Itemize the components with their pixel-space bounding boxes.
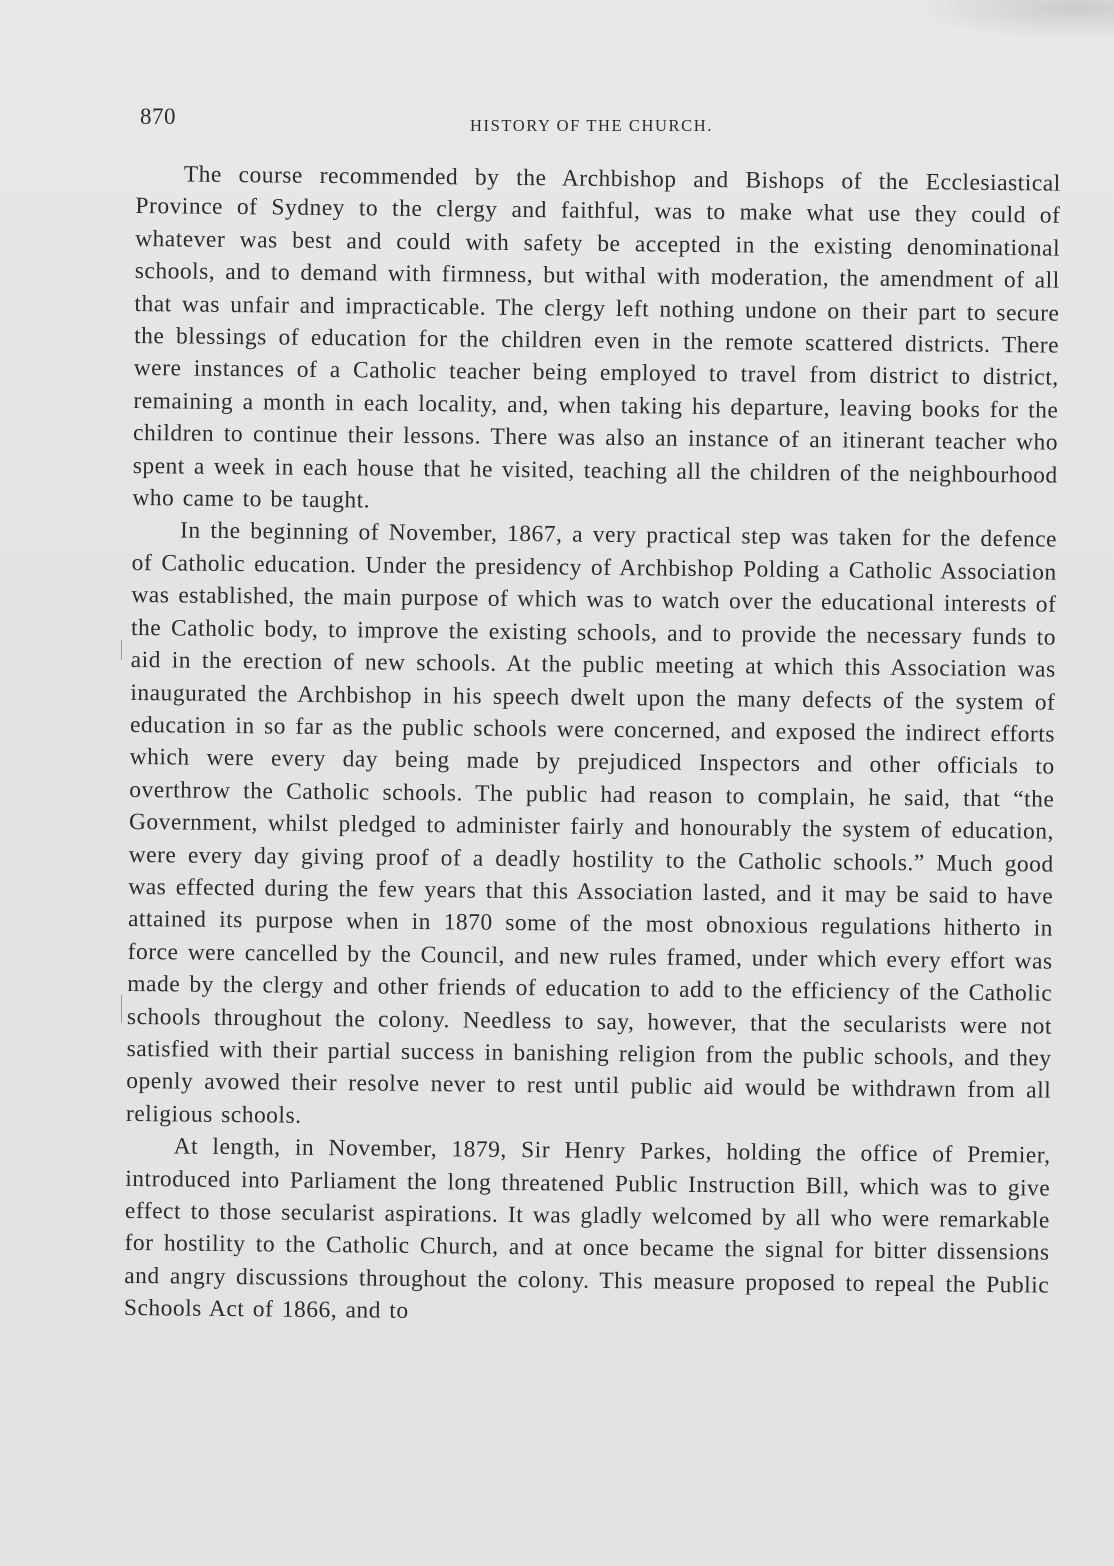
margin-mark — [121, 995, 122, 1023]
page-number: 870 — [140, 104, 176, 129]
running-title: HISTORY OF THE CHURCH. — [470, 116, 714, 135]
paragraph: At length, in November, 1879, Sir Henry Parkes, holding the office of Premier, introduced into Parliament the long threatened Public Instruction Bill, which was to give effect to those secularist aspirations. It was gladly welcomed by all who were remarkable for hostility to the Catholic Church, and at once became the signal for bitter dissensions and angry discussions throughout the colony. This measure proposed to repeal the Public Schools Act of 1866, and to — [123, 1133, 1051, 1325]
paragraph: In the beginning of November, 1867, a very practical step was taken for the defence of Catholic education. Under the presidency of Archbishop Polding a Catholic Association was established, the main purpose of which was to watch over the educational interests of the Catholic body, to improve the existing schools, and to provide the necessary funds to aid in the erection of new schools. At the public meeting at which this Association was inaugurated the Archbishop in his speech dwelt upon the many defects of the system of education in so far as the public schools were concerned, and exposed the indirect efforts which were every day being made by prejudiced Inspectors and other officials to overthrow the Catholic schools. The public had reason to complain, he said, that “the Government, whilst pledged to administer fairly and honourably the system of education, were every day giving proof of a deadly hostility to the Catholic schools.” Much good was effected during the few years that this Association lasted, and it may be said to have attained its purpose when in 1870 some of the most obnoxious regulations hitherto in force were cancelled by the Council, and new rules framed, under which every effort was made by the clergy and other friends of education to add to the efficiency of the Catholic schools throughout the colony. Needless to say, however, that the secularists were not satisfied with their partial success in banishing religion from the public schools, and they openly avowed their resolve never to rest until public aid would be withdrawn from all religious schools. — [125, 517, 1058, 1129]
paragraph: The course recommended by the Archbishop and Bishops of the Ecclesiastical Province of Sydney to the clergy and faithful, was to make what use they could of whatever was best and could with safety be accepted in the existing denominational schools, and to demand with firmness, but withal with moderation, the amendment of all that was unfair and impracticable. The clergy left nothing undone on their part to secure the blessings of education for the children even in the remote scattered districts. There were instances of a Catholic teacher being employed to travel from district to district, remaining a month in each locality, and, when taking his departure, leaving books for the children to continue their lessons. There was also an instance of an itinerant teacher who spent a week in each house that he visited, teaching all the children of the neighbourhood who came to be taught. — [132, 161, 1061, 514]
body-text — [124, 158, 1061, 1334]
running-head — [140, 104, 1065, 144]
page-smudge — [914, 0, 1114, 40]
margin-mark — [121, 640, 122, 660]
